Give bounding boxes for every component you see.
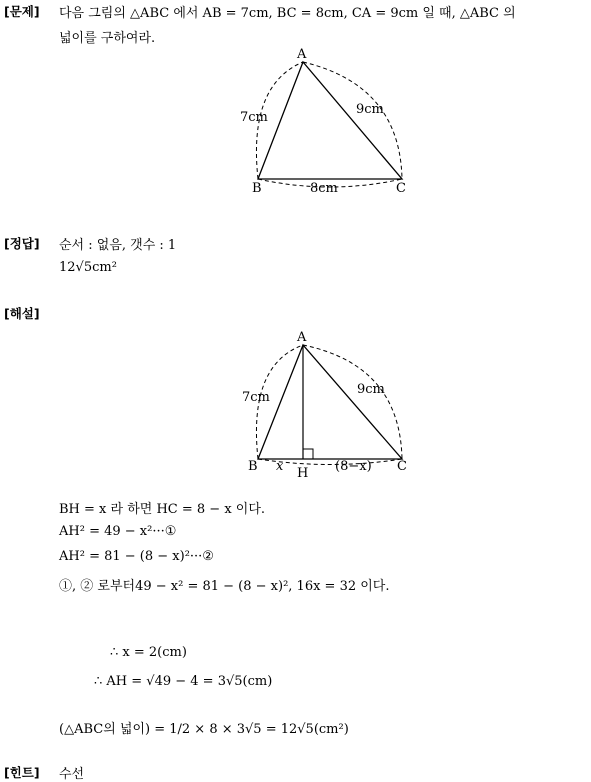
side-ab-label: 7cm — [240, 110, 268, 125]
solution-line6: ∴ AH = √49 − 4 = 3√5(cm) — [94, 674, 273, 689]
solution-line5: ∴ x = 2(cm) — [110, 645, 187, 660]
side-ca-label: 9cm — [356, 102, 384, 117]
answer-value: 12√5cm² — [59, 260, 117, 275]
vertex-a: A — [297, 330, 307, 345]
vertex-c: C — [397, 459, 407, 474]
right-angle-mark — [303, 449, 313, 459]
triangle-figure — [230, 45, 430, 200]
problem-text-line1: 다음 그림의 △ABC 에서 AB = 7cm, BC = 8cm, CA = 9cm 일 때, △ABC 의 — [59, 6, 516, 21]
hint-text: 수선 — [59, 767, 85, 782]
solution-line3: AH² = 81 − (8 − x)²···② — [59, 549, 214, 564]
triangle-abc — [258, 345, 402, 459]
solution-label: [해설] — [4, 306, 40, 321]
solution-line1: BH = x 라 하면 HC = 8 − x 이다. — [59, 502, 266, 517]
solution-triangle-figure — [240, 325, 430, 480]
vertex-b: B — [252, 181, 262, 196]
solution-line7: (△ABC의 넓이) = 1/2 × 8 × 3√5 = 12√5(cm²) — [59, 722, 349, 737]
answer-label: [정답] — [4, 236, 40, 251]
solution-line2: AH² = 49 − x²···① — [59, 524, 177, 539]
problem-text-line2: 넓이를 구하여라. — [59, 31, 156, 46]
answer-meta: 순서 : 없음, 갯수 : 1 — [59, 238, 177, 253]
triangle-abc — [258, 62, 402, 179]
side-ca-label: 9cm — [357, 382, 385, 397]
side-ab-label: 7cm — [242, 390, 270, 405]
hint-label: [힌트] — [4, 765, 40, 780]
solution-line4: ①, ② 로부터49 − x² = 81 − (8 − x)², 16x = 32 이다. — [59, 579, 390, 594]
vertex-c: C — [396, 181, 406, 196]
vertex-a: A — [297, 47, 307, 62]
side-bc-label: 8cm — [310, 181, 338, 196]
foot-h: H — [297, 466, 309, 480]
vertex-b: B — [248, 459, 258, 474]
seg-hc-label: (8−x) — [335, 459, 372, 474]
seg-bh-label: x — [276, 459, 284, 474]
problem-label: [문제] — [4, 4, 40, 19]
